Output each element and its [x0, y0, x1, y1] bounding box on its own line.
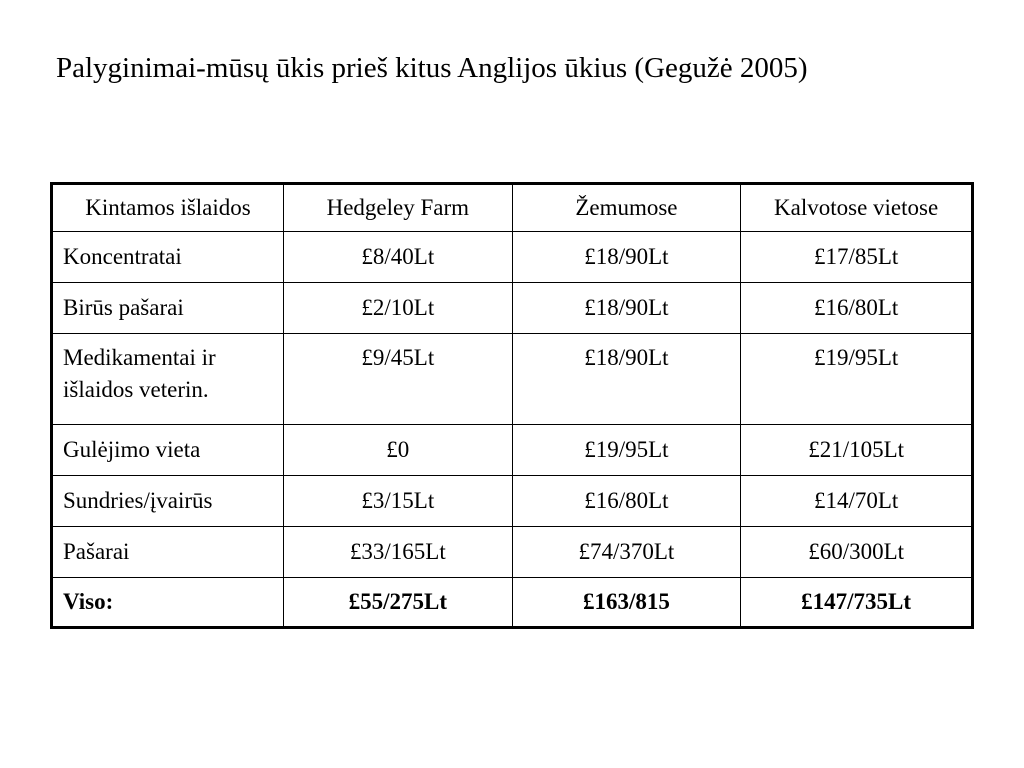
slide-title: Palyginimai-mūsų ūkis prieš kitus Anglijos ūkius (Gegužė 2005): [56, 52, 808, 84]
table-row-concentrates: [52, 232, 973, 283]
header-lowland: Žemumose: [512, 184, 741, 232]
cell-hedgeley: £8/40Lt: [284, 232, 513, 283]
cell-hedgeley: £2/10Lt: [284, 283, 513, 334]
row-label: Gulėjimo vieta: [52, 425, 284, 476]
table-header-row: [52, 184, 973, 232]
table-row-bulk-feed: [52, 283, 973, 334]
cell-hill: £17/85Lt: [741, 232, 973, 283]
cell-hill: £14/70Lt: [741, 476, 973, 527]
cell-hill: £19/95Lt: [741, 334, 973, 425]
table-row-total: [52, 578, 973, 628]
row-label: Koncentratai: [52, 232, 284, 283]
cell-hedgeley: £9/45Lt: [284, 334, 513, 425]
total-label: Viso:: [52, 578, 284, 628]
total-lowland: £163/815: [512, 578, 741, 628]
table-row-feeds: [52, 527, 973, 578]
header-variable-costs: Kintamos išlaidos: [52, 184, 284, 232]
cell-lowland: £18/90Lt: [512, 334, 741, 425]
cell-hill: £60/300Lt: [741, 527, 973, 578]
cell-lowland: £18/90Lt: [512, 232, 741, 283]
cell-hedgeley: £0: [284, 425, 513, 476]
cost-comparison-table: [50, 182, 974, 629]
row-label-line2: išlaidos veterin.: [63, 377, 209, 402]
cell-lowland: £16/80Lt: [512, 476, 741, 527]
header-hill: Kalvotose vietose: [741, 184, 973, 232]
cell-lowland: £74/370Lt: [512, 527, 741, 578]
row-label: Sundries/įvairūs: [52, 476, 284, 527]
total-hedgeley: £55/275Lt: [284, 578, 513, 628]
cell-lowland: £18/90Lt: [512, 283, 741, 334]
table-row-medicines: [52, 334, 973, 425]
row-label-line1: Medikamentai ir: [63, 345, 216, 370]
cell-lowland: £19/95Lt: [512, 425, 741, 476]
table-row-bedding: [52, 425, 973, 476]
cell-hill: £21/105Lt: [741, 425, 973, 476]
cell-hill: £16/80Lt: [741, 283, 973, 334]
total-hill: £147/735Lt: [741, 578, 973, 628]
cell-hedgeley: £33/165Lt: [284, 527, 513, 578]
row-label: Pašarai: [52, 527, 284, 578]
row-label: Birūs pašarai: [52, 283, 284, 334]
header-hedgeley-farm: Hedgeley Farm: [284, 184, 513, 232]
row-label: [52, 334, 284, 425]
cell-hedgeley: £3/15Lt: [284, 476, 513, 527]
table-row-sundries: [52, 476, 973, 527]
